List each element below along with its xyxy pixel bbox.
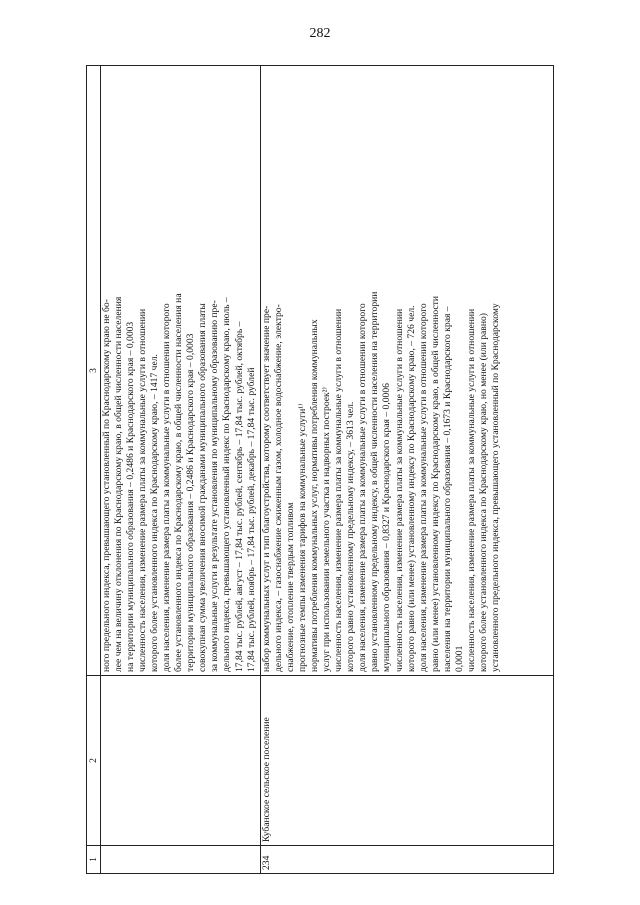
text-line: равно (или менее) установленному индексу по Краснодарскому краю, в общей численности bbox=[429, 295, 441, 672]
text-line: набор коммунальных услуг и тип благоустройства, которому соответствует значение пре- bbox=[261, 305, 272, 672]
text-line: прогнозные темпы изменения тарифов на коммунальные услуги¹⁾ bbox=[297, 403, 309, 672]
text-line: муниципального образования – 0,8327 и Краснодарского края – 0,0006 bbox=[381, 383, 393, 672]
continuation-settlement-cell bbox=[101, 676, 261, 846]
text-line: услуг при использовании земельного участка и надворных построек²⁾ bbox=[321, 387, 333, 672]
text-line: дельного индекса, – газоснабжение сжиженным газом, холодное водоснабжение, электро- bbox=[273, 304, 285, 672]
text-line: территории муниципального образования – 0,2486 и Краснодарского края – 0,0003 bbox=[185, 333, 197, 672]
text-line: дельного индекса, превышающего установленный индекс по Краснодарскому краю, июль – bbox=[221, 297, 233, 672]
text-line: за коммунальные услуги в результате установления по муниципальному образованию пре- bbox=[209, 300, 221, 672]
row-number: 234 bbox=[261, 846, 554, 874]
text-line: нормативы потребления коммунальных услуг, нормативы потребления коммунальных bbox=[309, 319, 321, 672]
text-line: которого более установленного индекса по Краснодарскому краю, – 1417 чел. bbox=[149, 354, 161, 672]
text-line: доля населения, изменение размера платы за коммунальные услуги в отношении которого bbox=[417, 303, 429, 672]
page-number: 282 bbox=[309, 26, 331, 41]
text-line: численность населения, изменение размера платы за коммунальные услуги в отношении bbox=[465, 308, 477, 672]
text-line: ного предельного индекса, превышающего установленный по Краснодарскому краю не бо- bbox=[101, 299, 112, 672]
document-table bbox=[86, 65, 554, 874]
header-cell-1: 1 bbox=[87, 846, 101, 874]
text-line: лее чем на величину отклонения по Краснодарскому краю, в общей численности населения bbox=[113, 296, 125, 672]
text-line: 0,0001 bbox=[453, 645, 465, 672]
text-line: снабжение, отопление твердым топливом bbox=[285, 502, 297, 672]
text-line: которого равно установленному предельному индексу, – 3613 чел. bbox=[345, 401, 357, 672]
text-line: 17,84 тыс. рублей, ноябрь – 17,84 тыс. рублей, декабрь – 17,84 тыс. рублей bbox=[245, 367, 257, 672]
text-line: которого более установленного индекса по Краснодарскому краю, но менее (или равно) bbox=[477, 313, 489, 672]
text-line: более установленного индекса по Краснодарскому краю, в общей численности населения на bbox=[173, 293, 185, 672]
text-line: которого равно (или менее) установленному индексу по Краснодарскому краю, – 726 чел. bbox=[405, 305, 417, 672]
text-line: доля населения, изменение размера платы за коммунальные услуги в отношении которого bbox=[357, 303, 369, 672]
header-cell-2: 2 bbox=[87, 676, 101, 846]
header-cell-3: 3 bbox=[87, 66, 101, 676]
text-line: населения на территории муниципального образования – 0,1673 и Краснодарского края – bbox=[441, 306, 453, 672]
text-line: установленного предельного индекса, превышающего установленный по Краснодарскому bbox=[489, 303, 501, 672]
text-line: доля населения, изменение размера платы за коммунальные услуги в отношении которого bbox=[161, 303, 173, 672]
text-line: численность населения, изменение размера платы за коммунальные услуги в отношении bbox=[137, 308, 149, 672]
continuation-row bbox=[101, 66, 261, 874]
continuation-text-cell bbox=[101, 66, 261, 676]
text-line: численность населения, изменение размера платы за коммунальные услуги в отношении bbox=[393, 308, 405, 672]
continuation-number-cell bbox=[101, 846, 261, 874]
text-line: численность населения, изменение размера платы за коммунальные услуги в отношении bbox=[333, 308, 345, 672]
rotated-table-wrapper bbox=[86, 66, 554, 874]
text-line: 17,84 тыс. рублей, август – 17,84 тыс. рублей, сентябрь – 17,84 тыс. рублей, октябрь – bbox=[233, 321, 245, 672]
text-line: равно установленному предельному индексу, в общей численности населения на территории bbox=[369, 291, 381, 672]
table-header-row bbox=[87, 66, 101, 874]
settlement-name: Кубанское сельское поселение bbox=[261, 676, 554, 846]
text-line: на территории муниципального образования – 0,2486 и Краснодарского края – 0,0003 bbox=[125, 321, 137, 672]
row-text-cell bbox=[261, 66, 554, 676]
table-row bbox=[261, 66, 554, 874]
text-line: совокупная сумма увеличения вносимой гражданами муниципального образования платы bbox=[197, 303, 209, 672]
